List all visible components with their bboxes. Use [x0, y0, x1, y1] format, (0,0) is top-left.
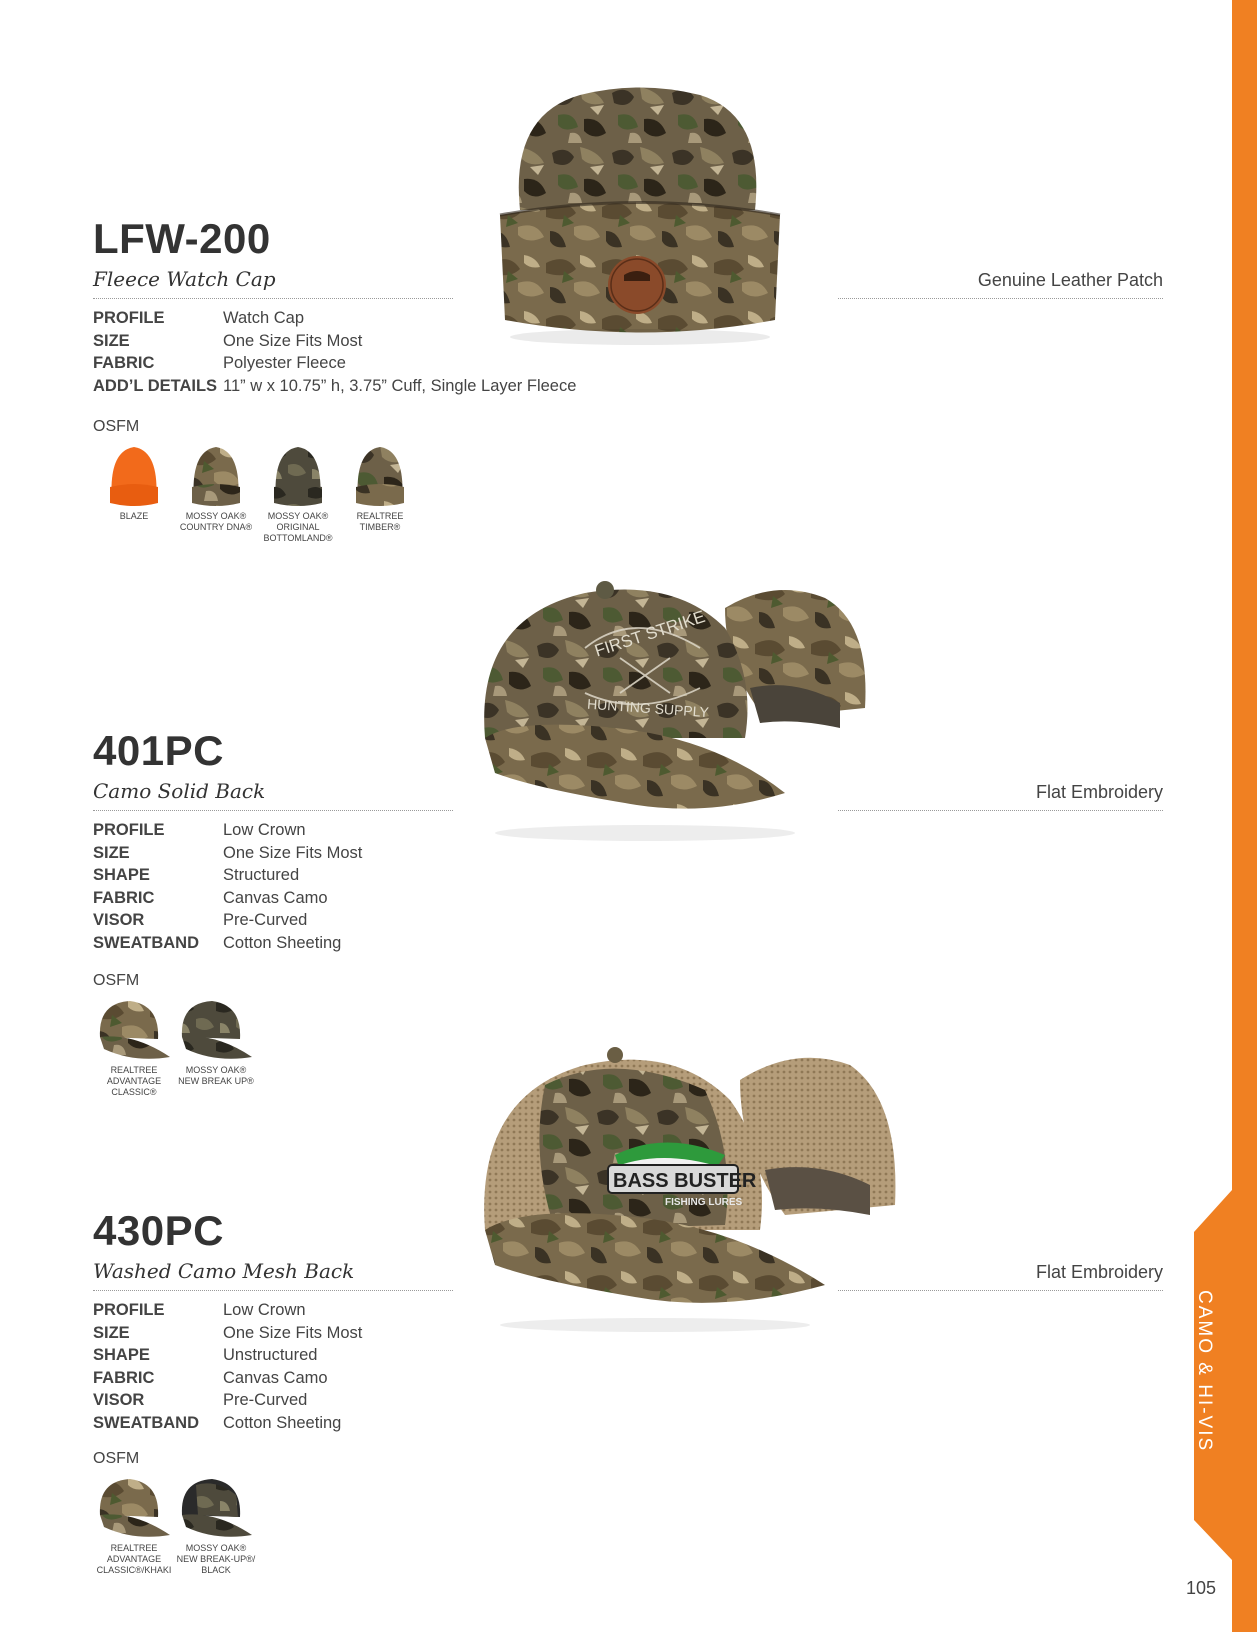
- colorway-list: [93, 1475, 257, 1576]
- colorway-realtree-advantage-classic-khaki[interactable]: REALTREE ADVANTAGE CLASSIC®/KHAKI: [93, 1475, 175, 1576]
- feature-label: Genuine Leather Patch: [977, 270, 1163, 290]
- mesh-back-cap-image: [475, 1045, 910, 1335]
- size-label: OSFM: [93, 418, 140, 435]
- product-subtitle: Camo Solid Back: [93, 779, 266, 803]
- divider: [93, 1290, 453, 1291]
- spec-row-fabric: FABRIC Polyester Fleece: [93, 354, 346, 372]
- page-number: 105: [1186, 1578, 1217, 1598]
- spec-row-fabric: FABRIC Canvas Camo: [93, 888, 328, 907]
- product-code: 430PC: [93, 1207, 224, 1254]
- product-code: 401PC: [93, 727, 224, 774]
- colorway-realtree-timber[interactable]: REALTREE TIMBER®: [339, 443, 421, 544]
- spec-row-shape: SHAPE Structured: [93, 866, 300, 884]
- product-code: LFW-200: [93, 215, 271, 262]
- spec-row-fabric: FABRIC Canvas Camo: [93, 1368, 328, 1387]
- spec-row-size: SIZE One Size Fits Most: [93, 843, 363, 862]
- svg-text:FIRST STRIKE: FIRST STRIKE: [592, 606, 708, 661]
- spec-row-details: ADD’L DETAILS 11” w x 10.75” h, 3.75” Cuff, Single Layer Fleece: [93, 376, 577, 395]
- spec-row-profile: PROFILE Low Crown: [93, 821, 306, 839]
- divider: [838, 1290, 1163, 1291]
- spec-row-sweatband: SWEATBAND Cotton Sheeting: [93, 1413, 342, 1432]
- divider: [838, 298, 1163, 299]
- product-subtitle: Washed Camo Mesh Back: [93, 1259, 355, 1283]
- product-subtitle: Fleece Watch Cap: [93, 267, 276, 291]
- divider: [93, 298, 453, 299]
- colorway-list: [93, 443, 421, 544]
- feature-label: Flat Embroidery: [1035, 1262, 1163, 1282]
- divider: [838, 810, 1163, 811]
- colorway-list: [93, 997, 257, 1098]
- leather-patch-icon: [608, 256, 666, 314]
- colorway-mossy-oak-new-break-up[interactable]: MOSSY OAK® NEW BREAK UP®: [175, 997, 257, 1098]
- colorway-mossy-oak-country-dna[interactable]: MOSSY OAK® COUNTRY DNA®: [175, 443, 257, 544]
- svg-text:FISHING LURES: FISHING LURES: [665, 1197, 743, 1208]
- colorway-mossy-oak-new-break-up-black[interactable]: MOSSY OAK® NEW BREAK-UP®/ BLACK: [175, 1475, 257, 1576]
- spec-row-shape: SHAPE Unstructured: [93, 1346, 318, 1364]
- svg-text:BASS BUSTER: BASS BUSTER: [613, 1170, 757, 1192]
- spec-row-profile: PROFILE Low Crown: [93, 1301, 306, 1319]
- spec-table: [93, 821, 362, 956]
- spec-table: [93, 309, 576, 399]
- colorway-realtree-advantage-classic[interactable]: REALTREE ADVANTAGE CLASSIC®: [93, 997, 175, 1098]
- spec-row-sweatband: SWEATBAND Cotton Sheeting: [93, 933, 342, 952]
- spec-row-visor: VISOR Pre-Curved: [93, 911, 308, 929]
- size-label: OSFM: [93, 972, 140, 989]
- camo-cap-image: [475, 578, 885, 848]
- size-label: OSFM: [93, 1450, 140, 1467]
- svg-text:HUNTING SUPPLY: HUNTING SUPPLY: [586, 695, 710, 721]
- spec-row-size: SIZE One Size Fits Most: [93, 331, 363, 350]
- spec-table: [93, 1301, 362, 1436]
- feature-label: Flat Embroidery: [1035, 782, 1163, 802]
- colorway-blaze[interactable]: BLAZE: [93, 443, 175, 544]
- spec-row-visor: VISOR Pre-Curved: [93, 1391, 308, 1409]
- divider: [93, 810, 453, 811]
- spec-row-size: SIZE One Size Fits Most: [93, 1323, 363, 1342]
- spec-row-profile: PROFILE Watch Cap: [93, 309, 305, 327]
- colorway-mossy-oak-original-bottomland[interactable]: MOSSY OAK® ORIGINAL BOTTOMLAND®: [257, 443, 339, 544]
